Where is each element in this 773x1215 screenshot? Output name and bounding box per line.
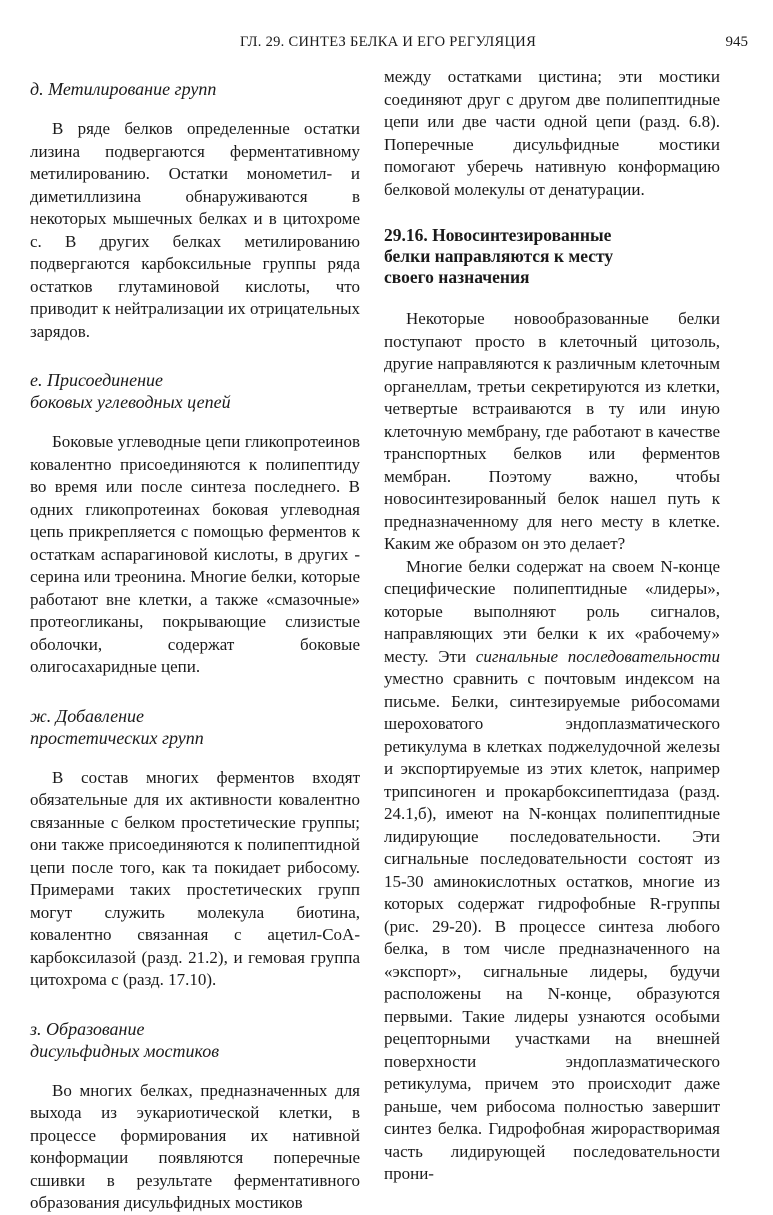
paragraph-disulfide-bridges: Во многих белках, предназначенных для выхода из эукариотической клетки, в процессе формирования их нативной конформации появляются поперечные сшивки в результате ферментативного образования дисульфидных мостиков: [30, 1080, 360, 1212]
signal-sequences-term: сигнальные последовательности: [475, 646, 720, 666]
subsection-heading-d: д. Метилирование групп: [30, 79, 217, 99]
running-title: ГЛ. 29. СИНТЕЗ БЕЛКА И ЕГО РЕГУЛЯЦИЯ: [240, 34, 537, 50]
paragraph-protein-targeting: Некоторые новообразованные белки поступают просто в клеточный цитозоль, другие направляются к различным клеточным органеллам, третьи секретируются из клетки, четвертые встраиваются в ту или иную клеточную мембрану, где работают в качестве транспортных белков или ферментов мембран. Поэтому важно, чтобы новосинтезированный белок нашел путь к предназначенному для него месту в клетке. Каким же образом он это делает?: [384, 309, 720, 553]
right-column: [384, 66, 720, 1186]
subsection-heading-z: з. Образование дисульфидных мостиков: [30, 1018, 220, 1061]
subsection-heading-e: е. Присоединение боковых углеводных цепей: [30, 370, 231, 412]
paragraph-carbohydrate-chains: Боковые углеводные цепи гликопротеинов ковалентно присоединяются к полипептиду во время или после синтеза последнего. В одних гликопротеинах боковая углеводная цепь прикрепляется с помощью ферментов к остаткам аспарагиновой кислоты, в других - серина или треонина. Многие белки, которые работают вне клетки, а также «смазочные» протеогликаны, покрывающие слизистые оболочки, содержат боковые олигосахаридные цепи.: [30, 432, 360, 676]
subsection-heading-zh: ж. Добавление простетических групп: [30, 705, 204, 748]
left-column: [30, 66, 360, 1215]
paragraph-continuation: между остатками цистина; эти мостики соединяют друг с другом две полипептидные цепи или две части одной цепи (разд. 6.8). Поперечные дисульфидные мостики помогают уберечь нативную конформацию белковой молекулы от денатурации.: [384, 67, 720, 199]
paragraph-signal-sequences: Многие белки содержат на своем N-конце специфические полипептидные «лидеры», которые выполняют роль сигналов, направляющих эти белки к их «рабочему» месту. Эти сигнальные последовательности уместно сравнить с почтовым индексом на письме. Белки, синтезируемые рибосомами шероховатого эндоплазматического ретикулума в клетках поджелудочной железы и экспортируемые из этих клеток, например трипсиноген и прокарбоксипептидаза (разд. 24.1,б), имеют на N-концах полипептидные лидирующие последовательности. Эти сигнальные последовательности состоят из 15-30 аминокислотных остатков, многие из которых содержат гидрофобные R-группы (рис. 29-20). В процессе синтеза любого белка, в том числе предназначенного на «экспорт», сигнальные лидеры, будучи расположены на N-конце, образуются первыми. Такие лидеры узнаются особыми рецепторными участками на внешней поверхности эндоплазматического ретикулума, причем это происходит даже раньше, чем рибосома полностью завершит синтез белка. Гидрофобная жирорастворимая часть лидирующей последовательности прони-: [384, 556, 720, 1183]
page-number: 945: [725, 34, 748, 50]
section-heading-29-16: 29.16. Новосинтезированные белки направляются к месту своего назначения: [384, 225, 614, 287]
paragraph-prosthetic-groups: В состав многих ферментов входят обязательные для их активности ковалентно связанные с белком простетические группы; они также присоединяются к полипептидной цепи после того, как та покидает рибосому. Примерами таких простетических групп могут служить молекула биотина, ковалентно связанная с ацетил-СоА-карбоксилазой (разд. 21.2), и гемовая группа цитохрома c (разд. 17.10).: [30, 767, 360, 989]
paragraph-methylation: В ряде белков определенные остатки лизина подвергаются ферментативному метилированию. Остатки монометил- и диметиллизина обнаруживаются в некоторых мышечных белках и в цитохроме c. В других белках метилированию подвергаются карбоксильные группы ряда остатков глутаминовой кислоты, что приводит к нейтрализации их отрицательных зарядов.: [30, 119, 360, 341]
